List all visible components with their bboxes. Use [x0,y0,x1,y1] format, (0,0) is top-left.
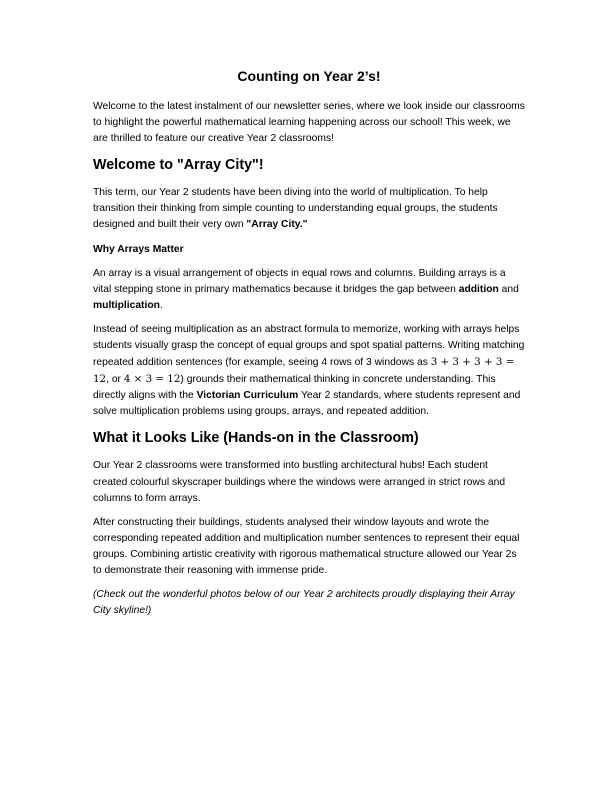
analysis-paragraph: After constructing their buildings, students analysed their window layouts and wrote the corresponding repeated addition and multiplication number sentences to represent their equal groups. Combining artistic creativity with rigorous mathematical structure allowed our Year 2s to demonstrate their reasoning with immense pride. [93,516,520,576]
array-city-paragraph [93,185,525,233]
math-multiplication: 4 × 3 = 12 [123,373,181,386]
explanation-text-1: Instead of seeing multiplication as an abstract formula to memorize, working with arrays helps students visually grasp the concept of equal groups and spot spatial patterns. Writing matching repeated addition sentences (for example, seeing 4 rows of 3 windows as [93,323,525,369]
period-text: . [159,299,163,311]
array-city-text: This term, our Year 2 students have been diving into the world of multiplication. To help transition their thinking from simple counting to understanding equal groups, the students designed and built their very own [93,187,498,231]
explanation-text-2: , or [106,374,124,386]
arrays-definition-paragraph [93,266,525,314]
intro-paragraph: Welcome to the latest instalment of our newsletter series, where we look inside our classrooms to highlight the powerful mathematical learning happening across our school! This week, we are thrilled to feature our creative Year 2 classrooms! [93,101,525,145]
subheading-why-arrays: Why Arrays Matter [93,243,184,255]
arrays-explanation-paragraph [93,322,525,421]
arrays-definition-text: An array is a visual arrangement of objects in equal rows and columns. Building arrays is a vital stepping stone in primary mathematics because it bridges the gap between [93,267,506,295]
multiplication-bold: multiplication [93,299,160,311]
addition-bold: addition [458,283,499,295]
photos-note: (Check out the wonderful photos below of our Year 2 architects proudly displaying their Array City skyline!) [93,589,515,617]
explanation-text-4: Year 2 standards, where students represent and solve multiplication problems using groups, arrays, and repeated addition. [93,390,521,418]
explanation-text-3: ) grounds their mathematical thinking in concrete understanding. This directly aligns with the [93,374,496,402]
newsletter-page [93,66,525,627]
and-text: and [498,283,519,295]
section-heading-hands-on: What it Looks Like (Hands-on in the Classroom) [93,430,419,447]
page-title: Counting on Year 2’s! [237,68,381,84]
math-repeated-addition: 3 + 3 + 3 + 3 = 12 [93,356,515,386]
classroom-paragraph: Our Year 2 classrooms were transformed into bustling architectural hubs! Each student created colourful skyscraper buildings where the windows were arranged in strict rows and columns to form arrays. [93,460,506,504]
section-heading-array-city: Welcome to "Array City"! [93,157,264,174]
array-city-bold: "Array City." [246,219,308,231]
victorian-curriculum-bold: Victorian Curriculum [196,390,299,402]
